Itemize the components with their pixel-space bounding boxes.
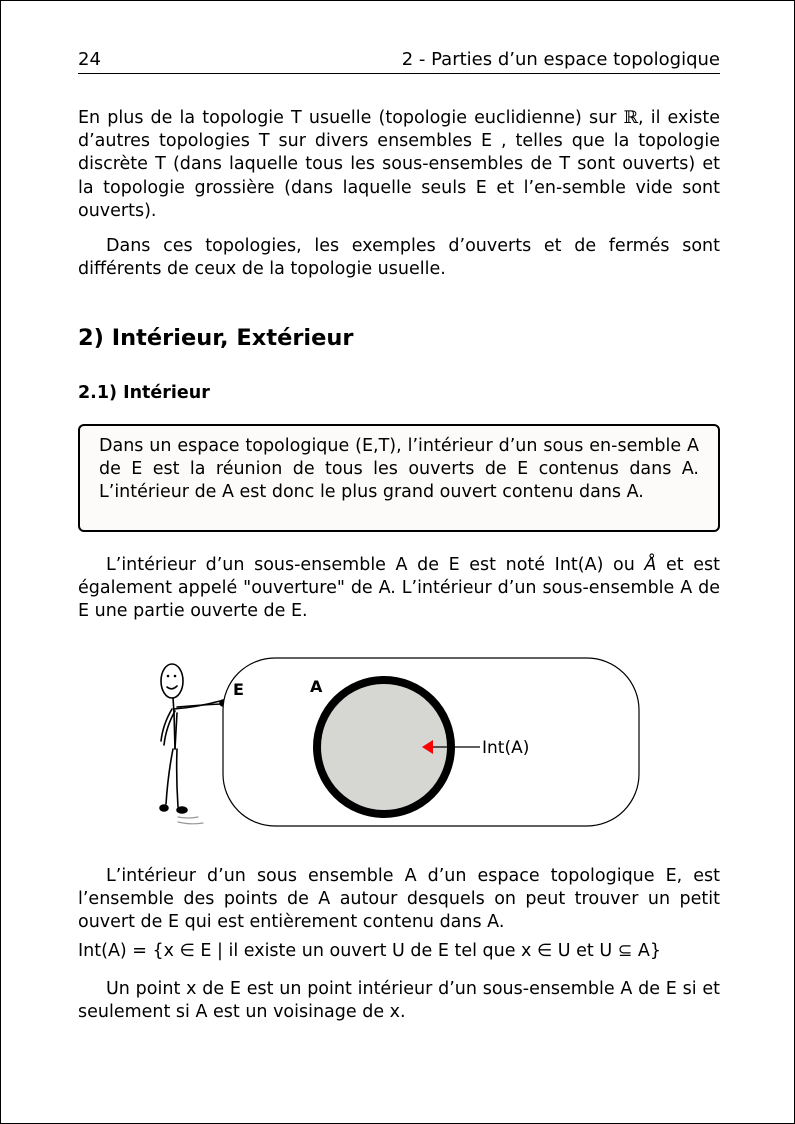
page-number: 24 [78, 49, 101, 70]
section-title: 2) Intérieur, Extérieur [78, 325, 354, 351]
stick-figure-illustration [160, 664, 226, 824]
body-paragraph-4: Un point x de E est un point intérieur d’un sous-ensemble A de E si et seulement si A est un voisinage de x. [78, 979, 720, 1023]
interior-figure [78, 649, 720, 835]
real-numbers-symbol: ℝ [623, 108, 639, 128]
intro-paragraph-1: En plus de la topologie T usuelle (topologie euclidienne) sur ℝ, il existe d’autres topologies T sur divers ensembles E , telles que la topologie discrète T (dans laquelle tous les sous-ensembles de T sont ouverts) et la topologie grossière (dans laquelle seuls E et l’en-semble vide sont ouverts). [78, 108, 720, 221]
interior-symbol: Å [644, 555, 657, 575]
label-int-A: Int(A) [482, 738, 530, 758]
interior-diagram [78, 649, 720, 835]
notation-paragraph: L’intérieur d’un sous-ensemble A de E est noté Int(A) ou Å et est également appelé "ouverture" de A. L’intérieur d’un sous-ensemble A de E une partie ouverte de E. [78, 555, 720, 622]
running-title: 2 - Parties d’un espace topologique [401, 49, 720, 70]
interior-formula: Int(A) = {x ∈ E | il existe un ouvert U de E tel que x ∈ U et U ⊆ A} [78, 941, 662, 961]
definition-text: Dans un espace topologique (E,T), l’intérieur d’un sous en-semble A de E est la réunion de tous les ouverts de E contenus dans A. L’intérieur de A est donc le plus grand ouvert contenu dans A. [99, 436, 699, 503]
label-E: E [233, 680, 244, 699]
label-A: A [310, 677, 323, 696]
page-header [78, 47, 720, 74]
intro-paragraph-2: Dans ces topologies, les exemples d’ouverts et de fermés sont différents de ceux de la topologie usuelle. [78, 236, 720, 280]
definition-box [78, 424, 720, 532]
body-paragraph-3: L’intérieur d’un sous ensemble A d’un espace topologique E, est l’ensemble des points de A autour desquels on peut trouver un petit ouvert de E qui est entièrement contenu dans A. [78, 866, 720, 933]
subsection-title: 2.1) Intérieur [78, 383, 210, 403]
